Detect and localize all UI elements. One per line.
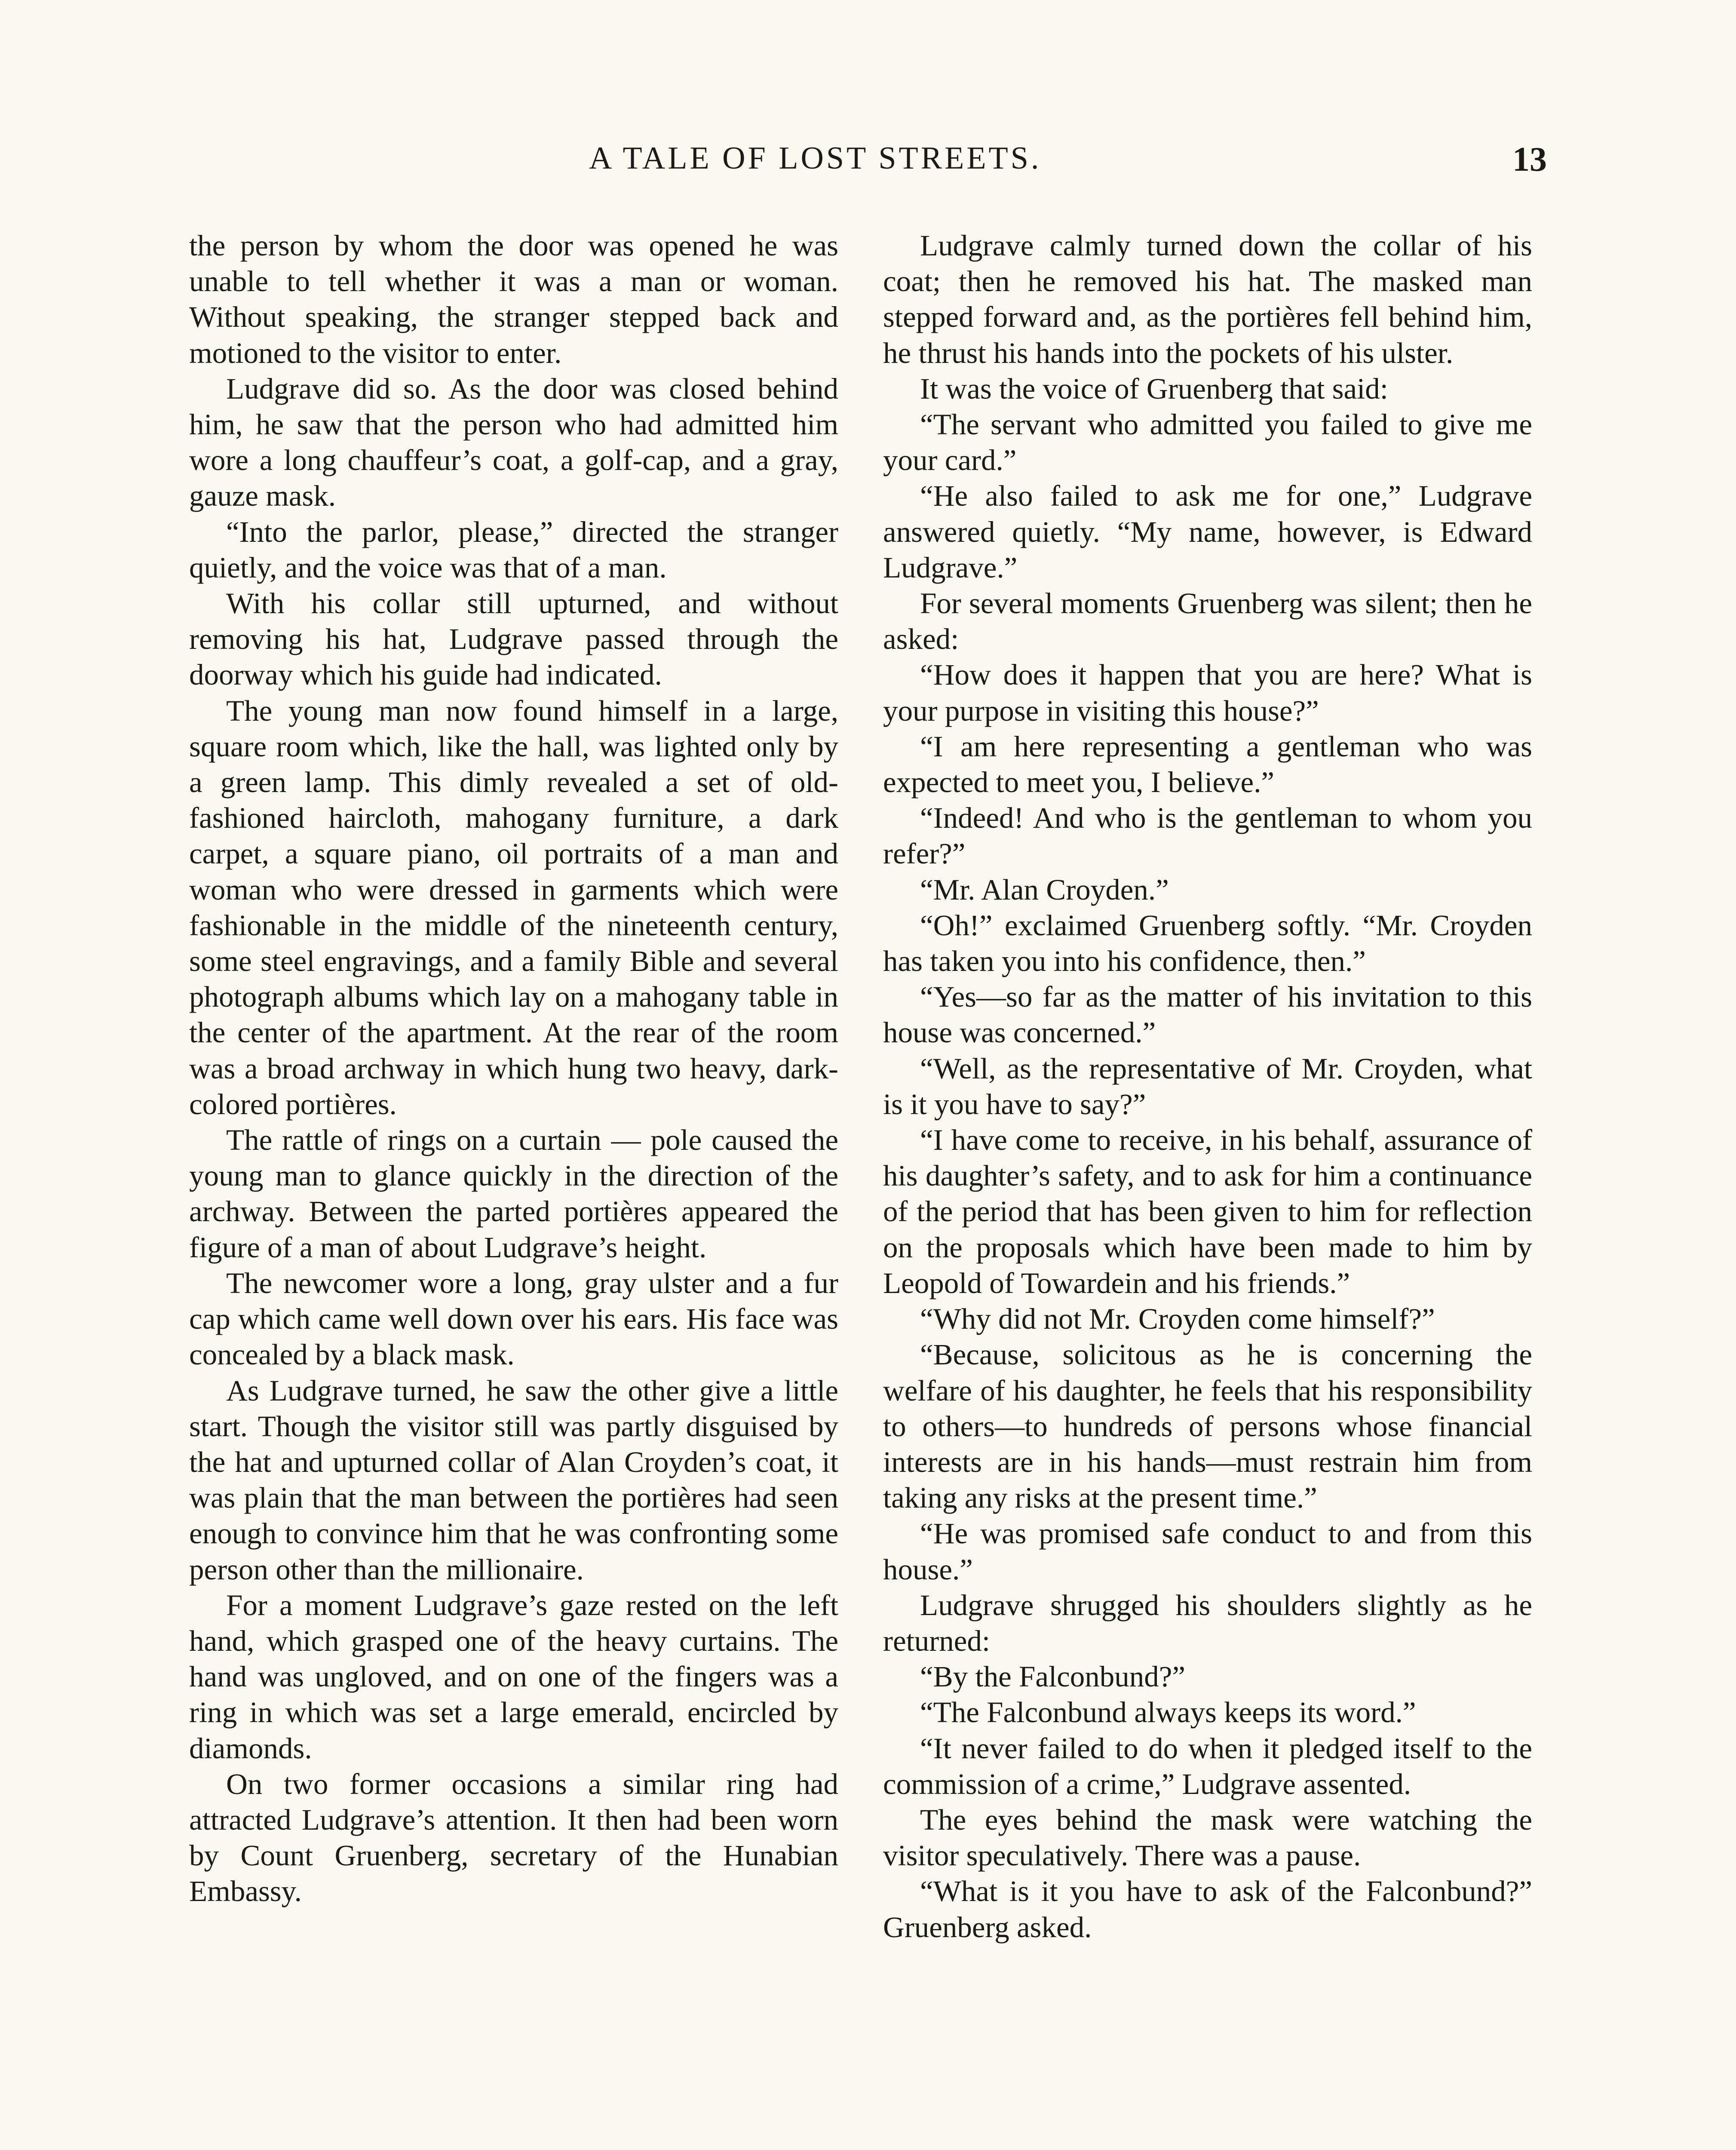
paragraph: “Yes—so far as the matter of his invitation to this house was concerned.” <box>883 980 1532 1049</box>
paragraph: The young man now found himself in a large, square room which, like the hall, was lighted only by a green lamp. This dimly revealed a set of old-fashioned haircloth, mahogany furniture, a dark carpet, a square piano, oil portraits of a man and woman who were dressed in garments which were fashionable in the middle of the nineteenth century, some steel engravings, and a family Bible and several photograph albums which lay on a mahogany table in the center of the apartment. At the rear of the room was a broad archway in which hung two heavy, dark-colored portières. <box>189 694 838 1121</box>
paragraph: “How does it happen that you are here? What is your purpose in visiting this house?” <box>883 658 1532 727</box>
paragraph: The newcomer wore a long, gray ulster and a fur cap which came well down over his ears. His face was concealed by a black mask. <box>189 1266 838 1371</box>
paragraph: The eyes behind the mask were watching the visitor speculatively. There was a pause. <box>883 1803 1532 1872</box>
paragraph: “Because, solicitous as he is concerning the welfare of his daughter, he feels that his responsibility to others—to hundreds of persons whose financial interests are in his hands—must restrain him from taking any risks at the present time.” <box>883 1338 1532 1514</box>
paragraph: “Well, as the representative of Mr. Croyden, what is it you have to say?” <box>883 1052 1532 1121</box>
paragraph: “I am here representing a gentleman who was expected to meet you, I believe.” <box>883 730 1532 799</box>
paragraph: “Indeed! And who is the gentleman to whom you refer?” <box>883 802 1532 870</box>
paragraph: Ludgrave did so. As the door was closed behind him, he saw that the person who had admitted him wore a long chauffeur’s coat, a golf-cap, and a gray, gauze mask. <box>189 372 838 513</box>
paragraph: “Why did not Mr. Croyden come himself?” <box>920 1302 1435 1336</box>
paragraph: “Oh!” exclaimed Gruenberg softly. “Mr. Croyden has taken you into his confidence, then.” <box>883 909 1532 978</box>
running-header <box>559 140 1547 187</box>
paragraph: “The servant who admitted you failed to give me your card.” <box>883 408 1532 477</box>
paragraph: “It never failed to do when it pledged itself to the commission of a crime,” Ludgrave assented. <box>883 1732 1532 1800</box>
page-number: 13 <box>1512 141 1547 178</box>
paragraph: For several moments Gruenberg was silent; then he asked: <box>883 587 1532 656</box>
paragraph: The rattle of rings on a curtain — pole caused the young man to glance quickly in the direction of the archway. Between the parted portières appeared the figure of a man of about Ludgrave’s height. <box>189 1124 838 1264</box>
paragraph: the person by whom the door was opened he was unable to tell whether it was a man or woman. Without speaking, the stranger stepped back and motioned to the visitor to enter. <box>189 229 838 369</box>
paragraph: With his collar still upturned, and without removing his hat, Ludgrave passed through the doorway which his guide had indicated. <box>189 587 838 691</box>
paragraph: On two former occasions a similar ring had attracted Ludgrave’s attention. It then had been worn by Count Gruenberg, secretary of the Hunabian Embassy. <box>189 1767 838 1908</box>
paragraph: “By the Falconbund?” <box>920 1660 1185 1693</box>
paragraph: “Into the parlor, please,” directed the stranger quietly, and the voice was that of a man. <box>189 515 838 584</box>
running-title: A TALE OF LOST STREETS. <box>589 141 1042 176</box>
paragraph: “He also failed to ask me for one,” Ludgrave answered quietly. “My name, however, is Edward Ludgrave.” <box>883 479 1532 584</box>
paragraph: Ludgrave calmly turned down the collar of his coat; then he removed his hat. The masked man stepped forward and, as the portières fell behind him, he thrust his hands into the pockets of his ulster. <box>883 229 1532 369</box>
right-text-column <box>883 228 1532 1945</box>
paragraph: “I have come to receive, in his behalf, assurance of his daughter’s safety, and to ask for him a continuance of the period that has been given to him for reflection on the proposals which have been made to him by Leopold of Towardein and his friends.” <box>883 1124 1532 1299</box>
left-text-column <box>189 228 838 1910</box>
paragraph: “What is it you have to ask of the Falconbund?” Gruenberg asked. <box>883 1875 1532 1944</box>
paragraph: Ludgrave shrugged his shoulders slightly as he returned: <box>883 1588 1532 1657</box>
paragraph: “Mr. Alan Croyden.” <box>920 873 1169 906</box>
paragraph: As Ludgrave turned, he saw the other give a little start. Though the visitor still was partly disguised by the hat and upturned collar of Alan Croyden’s coat, it was plain that the man between the portières had seen enough to convince him that he was confronting some person other than the millionaire. <box>189 1374 838 1586</box>
paragraph: “He was promised safe conduct to and from this house.” <box>883 1517 1532 1586</box>
paragraph: For a moment Ludgrave’s gaze rested on the left hand, which grasped one of the heavy curtains. The hand was ungloved, and on one of the fingers was a ring in which was set a large emerald, encircled by diamonds. <box>189 1588 838 1765</box>
paragraph: “The Falconbund always keeps its word.” <box>920 1696 1416 1729</box>
paragraph: It was the voice of Gruenberg that said: <box>920 372 1388 405</box>
